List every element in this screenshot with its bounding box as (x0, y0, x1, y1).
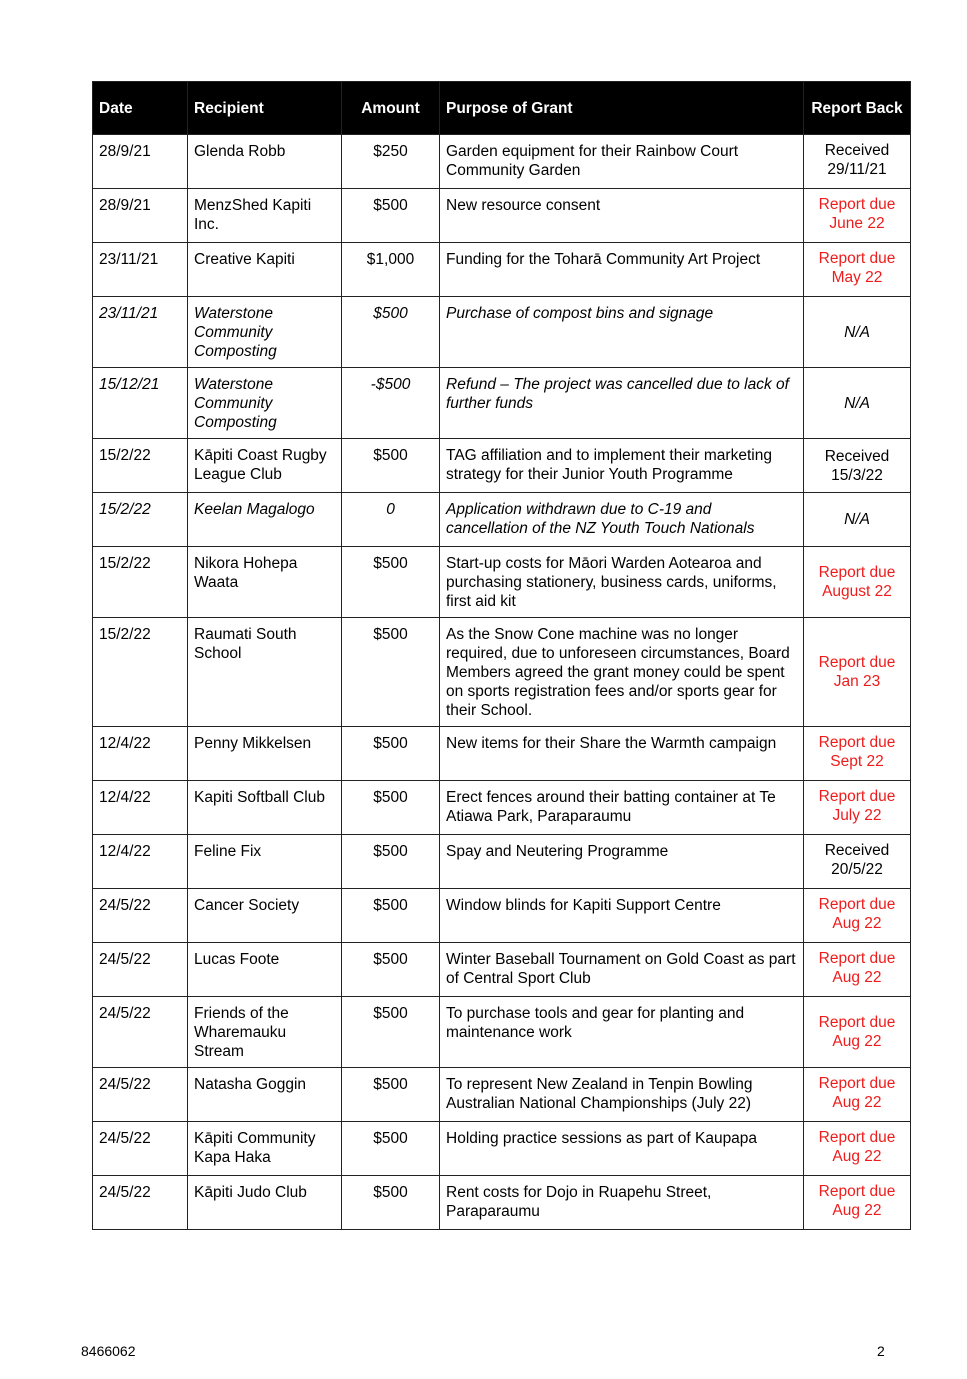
table-row (93, 781, 911, 835)
cell-date: 12/4/22 (93, 781, 188, 835)
cell-purpose: Erect fences around their batting container at Te Atiawa Park, Paraparaumu (440, 781, 804, 835)
cell-purpose: Purchase of compost bins and signage (440, 297, 804, 368)
cell-purpose: Funding for the Toharā Community Art Project (440, 243, 804, 297)
cell-purpose: Application withdrawn due to C-19 and cancellation of the NZ Youth Touch Nationals (440, 493, 804, 547)
cell-recipient: Keelan Magalogo (188, 493, 342, 547)
cell-amount: $500 (342, 1122, 440, 1176)
cell-purpose: Start-up costs for Māori Warden Aotearoa and purchasing stationery, business cards, uniforms, first aid kit (440, 547, 804, 618)
cell-purpose: Refund – The project was cancelled due to lack of further funds (440, 368, 804, 439)
cell-report-back: Report due Aug 22 (804, 1122, 911, 1176)
cell-amount: $500 (342, 943, 440, 997)
cell-report-back: Report due August 22 (804, 547, 911, 618)
table-row (93, 1068, 911, 1122)
cell-purpose: To represent New Zealand in Tenpin Bowling Australian National Championships (July 22) (440, 1068, 804, 1122)
cell-report-back: Report due Aug 22 (804, 943, 911, 997)
cell-date: 15/2/22 (93, 547, 188, 618)
cell-report-back: Received 29/11/21 (804, 135, 911, 189)
table-row (93, 439, 911, 493)
table-row (93, 135, 911, 189)
table-row (93, 243, 911, 297)
cell-date: 24/5/22 (93, 1122, 188, 1176)
cell-amount: $500 (342, 727, 440, 781)
cell-date: 24/5/22 (93, 997, 188, 1068)
cell-purpose: TAG affiliation and to implement their marketing strategy for their Junior Youth Programme (440, 439, 804, 493)
cell-amount: $500 (342, 439, 440, 493)
cell-amount: $500 (342, 835, 440, 889)
cell-report-back: N/A (804, 297, 911, 368)
header-report-back: Report Back (804, 82, 911, 135)
cell-report-back: Report due July 22 (804, 781, 911, 835)
cell-report-back: Received 20/5/22 (804, 835, 911, 889)
cell-recipient: Raumati South School (188, 618, 342, 727)
header-purpose: Purpose of Grant (440, 82, 804, 135)
cell-purpose: Window blinds for Kapiti Support Centre (440, 889, 804, 943)
table-row (93, 889, 911, 943)
header-recipient: Recipient (188, 82, 342, 135)
table-row (93, 189, 911, 243)
table-row (93, 835, 911, 889)
cell-date: 24/5/22 (93, 889, 188, 943)
cell-date: 23/11/21 (93, 243, 188, 297)
cell-report-back: Report due Aug 22 (804, 1068, 911, 1122)
cell-amount: $500 (342, 997, 440, 1068)
cell-purpose: Holding practice sessions as part of Kaupapa (440, 1122, 804, 1176)
table-row (93, 368, 911, 439)
cell-recipient: Waterstone Community Composting (188, 297, 342, 368)
table-row (93, 1122, 911, 1176)
cell-amount: 0 (342, 493, 440, 547)
cell-amount: $500 (342, 547, 440, 618)
cell-amount: $500 (342, 781, 440, 835)
header-date: Date (93, 82, 188, 135)
cell-recipient: Cancer Society (188, 889, 342, 943)
cell-purpose: Rent costs for Dojo in Ruapehu Street, Paraparaumu (440, 1176, 804, 1230)
cell-report-back: Report due Sept 22 (804, 727, 911, 781)
cell-recipient: Kāpiti Community Kapa Haka (188, 1122, 342, 1176)
cell-amount: $500 (342, 189, 440, 243)
cell-date: 12/4/22 (93, 835, 188, 889)
cell-recipient: Glenda Robb (188, 135, 342, 189)
cell-report-back: Report due Jan 23 (804, 618, 911, 727)
cell-date: 12/4/22 (93, 727, 188, 781)
cell-amount: -$500 (342, 368, 440, 439)
cell-purpose: To purchase tools and gear for planting and maintenance work (440, 997, 804, 1068)
grants-table (92, 81, 911, 1230)
cell-purpose: Winter Baseball Tournament on Gold Coast as part of Central Sport Club (440, 943, 804, 997)
header-amount: Amount (342, 82, 440, 135)
table-row (93, 943, 911, 997)
cell-date: 15/2/22 (93, 439, 188, 493)
table-row (93, 547, 911, 618)
cell-date: 24/5/22 (93, 943, 188, 997)
cell-amount: $500 (342, 889, 440, 943)
cell-amount: $500 (342, 1068, 440, 1122)
cell-purpose: As the Snow Cone machine was no longer required, due to unforeseen circumstances, Board Members agreed the grant money could be spent on sports registration fees and/or sports gear for their School. (440, 618, 804, 727)
cell-report-back: Report due Aug 22 (804, 997, 911, 1068)
cell-report-back: Report due May 22 (804, 243, 911, 297)
cell-purpose: New resource consent (440, 189, 804, 243)
table-row (93, 493, 911, 547)
cell-recipient: Feline Fix (188, 835, 342, 889)
cell-amount: $500 (342, 297, 440, 368)
cell-date: 23/11/21 (93, 297, 188, 368)
cell-purpose: Garden equipment for their Rainbow Court Community Garden (440, 135, 804, 189)
cell-report-back: N/A (804, 493, 911, 547)
table-row (93, 727, 911, 781)
cell-recipient: Kapiti Softball Club (188, 781, 342, 835)
cell-report-back: Report due June 22 (804, 189, 911, 243)
cell-recipient: Nikora Hohepa Waata (188, 547, 342, 618)
table-row (93, 1176, 911, 1230)
cell-recipient: Kāpiti Coast Rugby League Club (188, 439, 342, 493)
cell-recipient: Kāpiti Judo Club (188, 1176, 342, 1230)
cell-date: 15/2/22 (93, 618, 188, 727)
page-number: 2 (877, 1343, 885, 1359)
cell-recipient: Creative Kapiti (188, 243, 342, 297)
cell-recipient: MenzShed Kapiti Inc. (188, 189, 342, 243)
cell-date: 28/9/21 (93, 189, 188, 243)
cell-recipient: Lucas Foote (188, 943, 342, 997)
table-row (93, 297, 911, 368)
cell-amount: $500 (342, 1176, 440, 1230)
cell-purpose: Spay and Neutering Programme (440, 835, 804, 889)
cell-recipient: Natasha Goggin (188, 1068, 342, 1122)
table-header-row (93, 82, 911, 135)
cell-recipient: Penny Mikkelsen (188, 727, 342, 781)
cell-date: 24/5/22 (93, 1176, 188, 1230)
table-row (93, 997, 911, 1068)
cell-date: 28/9/21 (93, 135, 188, 189)
cell-amount: $500 (342, 618, 440, 727)
cell-report-back: Report due Aug 22 (804, 889, 911, 943)
cell-purpose: New items for their Share the Warmth campaign (440, 727, 804, 781)
cell-report-back: N/A (804, 368, 911, 439)
cell-report-back: Report due Aug 22 (804, 1176, 911, 1230)
cell-date: 24/5/22 (93, 1068, 188, 1122)
cell-date: 15/2/22 (93, 493, 188, 547)
cell-report-back: Received 15/3/22 (804, 439, 911, 493)
cell-date: 15/12/21 (93, 368, 188, 439)
document-number: 8466062 (81, 1343, 136, 1359)
cell-recipient: Friends of the Wharemauku Stream (188, 997, 342, 1068)
cell-amount: $1,000 (342, 243, 440, 297)
cell-amount: $250 (342, 135, 440, 189)
cell-recipient: Waterstone Community Composting (188, 368, 342, 439)
table-row (93, 618, 911, 727)
